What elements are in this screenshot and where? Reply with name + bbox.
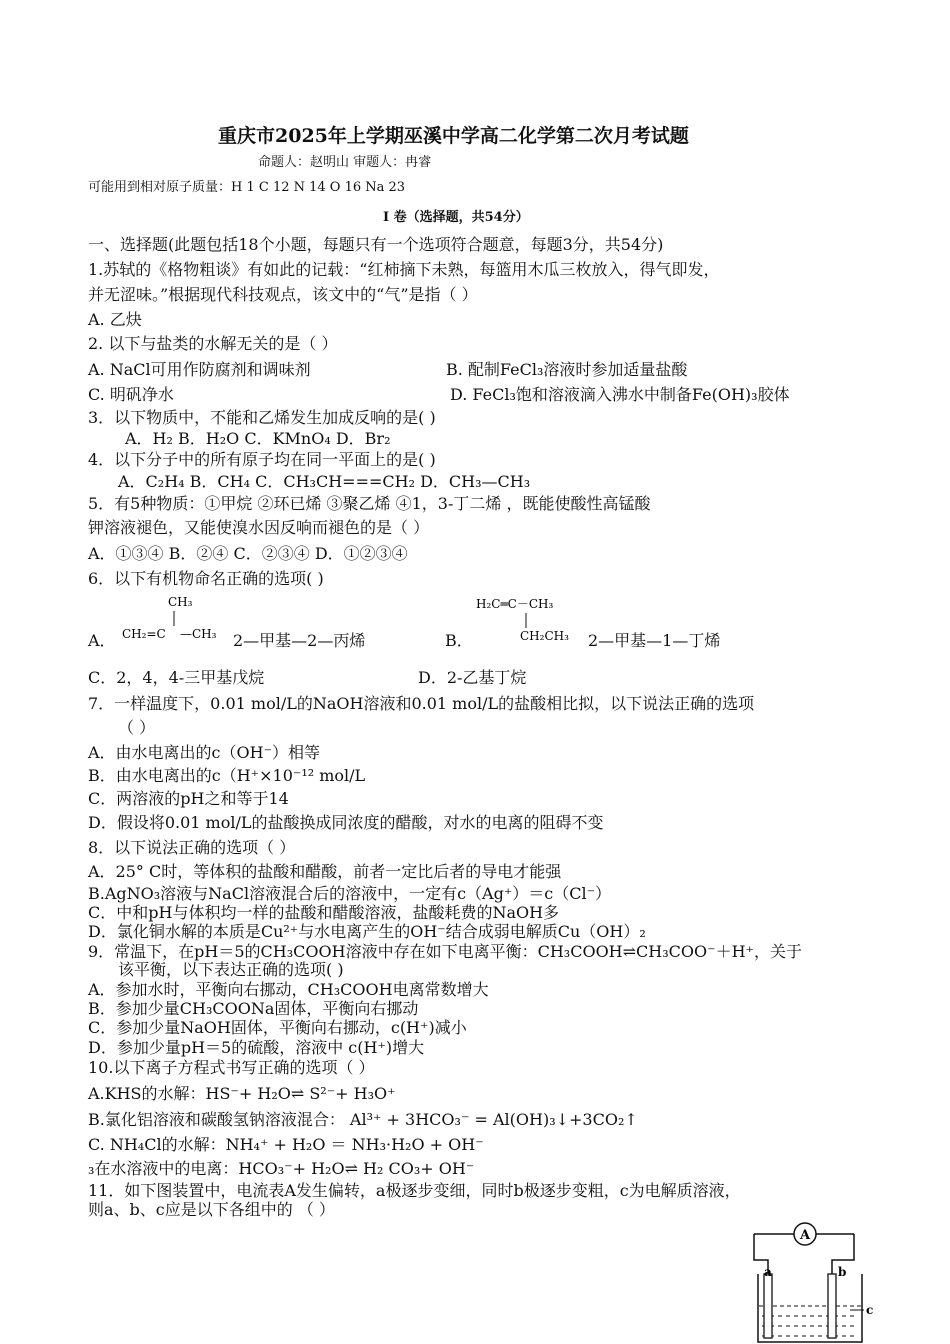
q2-option-c: C. 明矾净水 (88, 385, 174, 404)
q9-option-b: B．参加少量CH₃COONa固体，平衡向右挪动 (88, 999, 419, 1018)
atomic-masses: 可能用到相对原子质量：H 1 C 12 N 14 O 16 Na 23 (88, 180, 406, 195)
q4-stem: 4．以下分子中的所有原子均在同一平面上的是( ) (88, 450, 436, 469)
electrode-b-label: b (838, 1265, 847, 1279)
section-instruction: 一、选择题(此题包括18个小题，每题只有一个选项符合题意，每题3分，共54分) (88, 235, 664, 254)
q11-line1: 11．如下图装置中，电流表A发生偏转，a极逐步变细，同时b极逐步变粗，c为电解质溶液， (88, 1181, 741, 1200)
q6-option-b-text: 2—甲基—1—丁烯 (588, 631, 721, 650)
q7-option-a: A．由水电离出的c（OH⁻）相等 (88, 743, 321, 762)
struct-a-right: —CH₃ (180, 627, 217, 641)
q7-option-d: D．假设将0.01 mol/L的盐酸换成同浓度的醋酸，对水的电离的阻碍不变 (88, 813, 604, 832)
q10-stem: 10.以下离子方程式书写正确的选项（ ） (88, 1058, 375, 1077)
electrode-a-label: a (764, 1265, 772, 1279)
q8-option-c: C．中和pH与体积均一样的盐酸和醋酸溶液，盐酸耗费的NaOH多 (88, 903, 560, 922)
q5-line2: 钾溶液褪色，又能使溴水因反响而褪色的是（ ） (88, 518, 430, 537)
q6-stem: 6．以下有机物命名正确的选项( ) (88, 569, 324, 588)
section-title: Ⅰ 卷（选择题，共54分） (383, 210, 529, 225)
q1-line2: 并无涩味。”根据现代科技观点，该文中的“气”是指（ ） (88, 285, 478, 304)
q7-line2: （ ） (118, 718, 156, 737)
electrolyte-label: c (866, 1303, 874, 1317)
struct-b-top: H₂C═C－CH₃ (476, 597, 554, 611)
q9-line1: 9．常温下，在pH＝5的CH₃COOH溶液中存在如下电离平衡：CH₃COOH⇌CH₃COO⁻＋H⁺，关于 (88, 942, 802, 961)
q8-option-a: A．25° C时，等体积的盐酸和醋酸，前者一定比后者的导电才能强 (88, 862, 562, 881)
q7-line1: 7．一样温度下，0.01 mol/L的NaOH溶液和0.01 mol/L的盐酸相比拟，以下说法正确的选项 (88, 694, 755, 713)
q9-option-c: C．参加少量NaOH固体，平衡向右挪动，c(H⁺)减小 (88, 1018, 467, 1037)
q10-option-b: B.氯化铝溶液和碳酸氢钠溶液混合： Al³⁺ + 3HCO₃⁻ = Al(OH)₃↓+3CO₂↑ (88, 1110, 638, 1129)
electrochemical-cell-diagram (740, 1218, 880, 1344)
beaker (758, 1274, 862, 1342)
q3-stem: 3．以下物质中，不能和乙烯发生加成反响的是( ) (88, 408, 436, 427)
ammeter-label: A (799, 1228, 811, 1243)
q10-option-c: C. NH₄Cl的水解：NH₄⁺ + H₂O ＝ NH₃·H₂O + OH⁻ (88, 1135, 484, 1154)
q9-option-a: A．参加水时，平衡向右挪动，CH₃COOH电离常数增大 (88, 980, 489, 999)
q8-stem: 8．以下说法正确的选项（ ） (88, 838, 296, 857)
q1-option-a: A. 乙炔 (88, 310, 142, 329)
q4-options: A．C₂H₄ B．CH₄ C．CH₃CH===CH₂ D．CH₃—CH₃ (118, 472, 531, 491)
q8-option-d: D．氯化铜水解的本质是Cu²⁺与水电离产生的OH⁻结合成弱电解质Cu（OH）₂ (88, 922, 646, 941)
q10-option-a: A.KHS的水解：HS⁻+ H₂O⇌ S²⁻+ H₃O⁺ (88, 1084, 396, 1103)
q6-option-a-text: 2—甲基—2—丙烯 (233, 631, 366, 650)
q6-structure-a (118, 590, 233, 650)
q2-option-b: B. 配制FeCl₃溶液时参加适量盐酸 (446, 360, 688, 379)
q2-stem: 2. 以下与盐类的水解无关的是（ ） (88, 334, 338, 353)
q6-structure-b (474, 592, 584, 648)
q5-line1: 5．有5种物质：①甲烷 ②环已烯 ③聚乙烯 ④1，3-丁二烯 ，既能使酸性高锰酸 (88, 494, 651, 513)
electrode-a (764, 1274, 772, 1338)
electrode-b (828, 1274, 836, 1338)
q6-option-c: C．2，4，4-三甲基戊烷 (88, 668, 265, 687)
exam-title: 重庆市2025年上学期巫溪中学高二化学第二次月考试题 (218, 125, 689, 147)
q7-option-c: C．两溶液的pH之和等于14 (88, 789, 289, 808)
q1-line1: 1.苏轼的《格物粗谈》有如此的记载：“红柿摘下未熟，每篮用木瓜三枚放入，得气即发， (88, 260, 720, 279)
q11-line2: 则a、b、c应是以下各组中的 （ ） (88, 1200, 335, 1219)
q7-option-b: B．由水电离出的c（H⁺×10⁻¹² mol/L (88, 766, 366, 785)
q2-option-d: D. FeCl₃饱和溶液滴入沸水中制备Fe(OH)₃胶体 (450, 385, 790, 404)
q3-options: A．H₂ B．H₂O C．KMnO₄ D．Br₂ (125, 429, 391, 448)
struct-a-ch3-top: CH₃ (168, 595, 193, 609)
q6-option-a-label: A． (88, 631, 116, 650)
q2-option-a: A. NaCl可用作防腐剂和调味剂 (88, 360, 311, 379)
q6-option-d: D．2-乙基丁烷 (418, 668, 527, 687)
q10-option-d: ₃在水溶液中的电离：HCO₃⁻+ H₂O⇌ H₂ CO₃+ OH⁻ (88, 1159, 475, 1178)
q9-option-d: D．参加少量pH＝5的硫酸，溶液中 c(H⁺)增大 (88, 1038, 425, 1057)
q8-option-b: B.AgNO₃溶液与NaCl溶液混合后的溶液中，一定有c（Ag⁺）＝c（Cl⁻） (88, 884, 612, 903)
struct-a-left: CH₂=C (122, 627, 166, 641)
struct-b-bottom: CH₂CH₃ (520, 629, 569, 643)
q5-options: A．①③④ B．②④ C．②③④ D．①②③④ (88, 544, 408, 563)
q6-option-b-label: B． (445, 631, 473, 650)
exam-authors: 命题人：赵明山 审题人：冉睿 (258, 155, 432, 170)
q9-line2: 该平衡，以下表达正确的选项( ) (118, 960, 344, 979)
